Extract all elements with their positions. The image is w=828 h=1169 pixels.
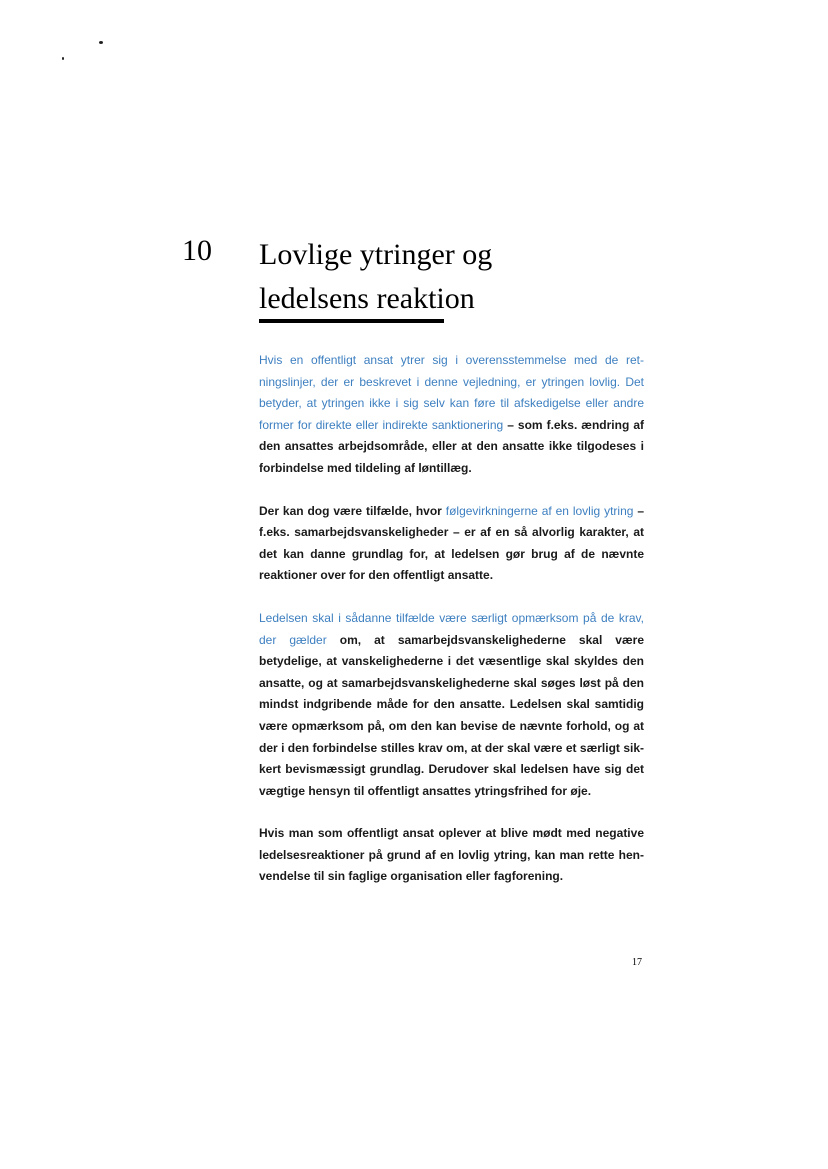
title-underline: [259, 319, 444, 323]
highlighted-text: Ledelsen skal i sådanne tilfælde være særligt opmærksom på de krav, der gælder: [259, 610, 644, 647]
paragraph-1: [259, 350, 644, 480]
chapter-number: 10: [182, 234, 212, 267]
paragraph-text: Hvis man som offentligt ansat oplever at blive mødt med negative ledelsesreaktioner på grund af en lovlig ytring, kan man rette henvendelse til sin faglige organisation eller fagforening.: [259, 826, 644, 884]
chapter-title: [259, 233, 639, 321]
chapter-title-line: Lovlige ytringer og: [259, 238, 493, 271]
page-number: 17: [632, 957, 642, 968]
paragraph-3: [259, 608, 644, 802]
body-text: [259, 350, 644, 909]
paragraph-2: [259, 501, 644, 587]
chapter-title-line: ledelsens reaktion: [259, 282, 475, 315]
paragraph-4: [259, 823, 644, 888]
highlighted-text: følgevirkningerne af en lovlig ytring: [445, 503, 634, 518]
paragraph-text: om, at samarbejdsvanskelighederne skal være betydelige, at vanskelighederne i det væsentlige skal skyldes den ansatte, og at samarbejdsvanskelighederne skal søges løst på den mindst indgribende måde for den ansatte. Ledelsen skal samtidig være opmærksom på, om den kan bevise de nævnte forhold, og at der i den forbindelse stilles krav om, at der skal være et særligt sikkert bevismæssigt grundlag. Derudover skal ledelsen have sig det vægtige hensyn til offentligt ansattes ytringsfrihed for øje.: [259, 632, 644, 798]
scan-speck: [62, 57, 64, 60]
scan-speck: [99, 41, 103, 44]
paragraph-text: – f.eks. samarbejdsvanskeligheder – er af en så alvorlig karakter, at det kan danne grundlag for, at ledelsen gør brug af de nævnte reaktioner over for den offentligt ansatte.: [259, 503, 644, 583]
highlighted-text: Hvis en offentligt ansat ytrer sig i overensstemmelse med de retningslinjer, der er beskrevet i denne vejledning, er ytringen lovlig. Det betyder, at ytringen ikke i sig selv kan føre til afskedigelse eller andre former for direkte eller indirekte sanktionering: [259, 353, 644, 432]
paragraph-text: Der kan dog være tilfælde, hvor: [259, 503, 446, 518]
paragraph-text: – som f.eks. ændring af den ansattes arbejdsområde, eller at den ansatte ikke tilgodeses i forbindelse med tildeling af løntillæg.: [259, 417, 644, 475]
